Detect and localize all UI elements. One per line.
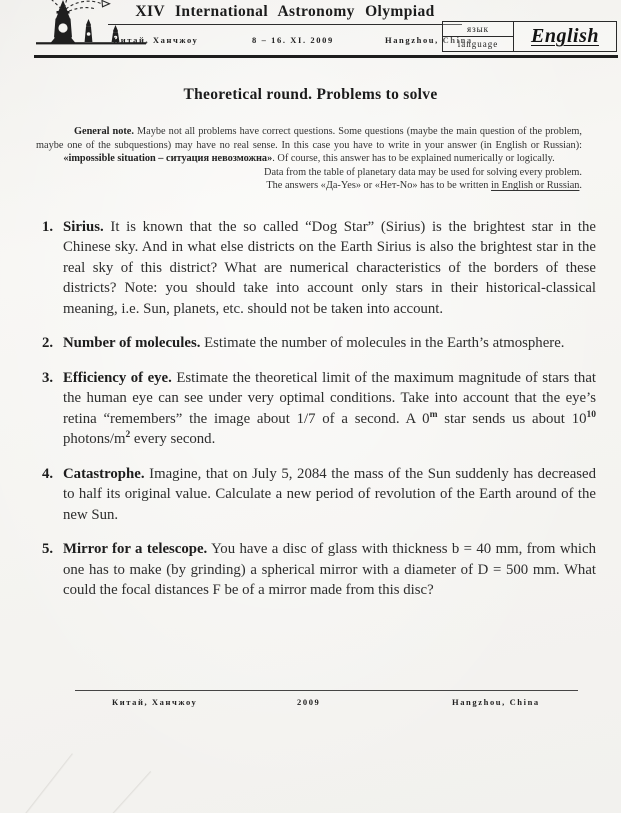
general-note-text: . Of course, this answer has to be explained numerically or logically. (272, 153, 555, 164)
problem-text: every second. (130, 431, 216, 447)
problem-title: Mirror for a telescope. (63, 541, 208, 557)
problem-text: Estimate the number of molecules in the Earth’s atmosphere. (204, 335, 565, 351)
impossible-situation-phrase: «impossible situation – ситуация невозможна» (63, 153, 273, 164)
underlined-phrase: in English or Russian (491, 180, 580, 191)
problem-number: 4. (42, 465, 54, 482)
superscript-exponent: 10 (586, 409, 596, 420)
problem-list (42, 217, 596, 601)
problem-1-sirius (42, 217, 596, 320)
language-labels (443, 22, 514, 51)
language-value: English (531, 25, 599, 47)
document-body (0, 86, 621, 615)
problem-title: Efficiency of eye. (63, 369, 172, 386)
general-note-line3 (36, 152, 582, 166)
general-note-line5 (36, 179, 582, 193)
header-venue-russian: Китай, Ханчжоу (113, 35, 199, 45)
footer-year: 2009 (297, 697, 321, 707)
general-note-label: General note. (74, 126, 134, 137)
problem-text: You have a disc of glass with thickness b = 40 mm, from which one has to make (by grinding) a spherical mirror with a diameter of D = 500 mm. What could the focal distances F be of a mirror made from this disc? (63, 541, 596, 598)
superscript-m: m (429, 409, 438, 420)
title-underline (108, 24, 462, 25)
problem-title: Catastrophe. (63, 465, 145, 482)
language-label-ru: язык (443, 22, 513, 37)
header-dates: 8 – 16. XI. 2009 (252, 35, 334, 45)
header-rule (34, 55, 618, 58)
superscript-squared: 2 (125, 430, 131, 441)
general-note-line4: Data from the table of planetary data may be used for solving every problem. (264, 166, 582, 178)
document-header (0, 0, 621, 60)
language-value-cell (514, 22, 616, 51)
problem-title: Sirius. (63, 218, 104, 235)
problem-text: Imagine, that on July 5, 2084 the mass of the Sun suddenly has decreased to half its original value. Calculate a new period of revolution of the Earth around of the new Sun. (63, 465, 597, 523)
footer-rule (75, 690, 578, 691)
round-title: Theoretical round. Problems to solve (183, 86, 438, 103)
problem-4-catastrophe (42, 464, 596, 526)
general-note-text: The answers «Да-Yes» or «Нет-No» has to be written (266, 180, 492, 191)
header-venue-english: Hangzhou, China (385, 35, 473, 45)
footer-venue-russian: Китай, Ханчжоу (112, 697, 198, 707)
problem-text: photons/m (63, 431, 126, 447)
problem-5-mirror-for-telescope (42, 539, 596, 601)
olympiad-title: XIV International Astronomy Olympiad (135, 3, 435, 20)
paper-crease (90, 771, 151, 813)
problem-number: 1. (42, 218, 54, 235)
paper-crease (4, 753, 73, 813)
general-note-text: Maybe not all problems have correct questions. Some questions (maybe the main question of the problem, (133, 126, 582, 137)
footer-venue-english: Hangzhou, China (452, 697, 540, 707)
general-note (36, 125, 582, 193)
general-note-text: . (579, 180, 582, 191)
problem-3-efficiency-of-eye (42, 368, 596, 450)
problem-text: Estimate the theoretical limit of the maximum magnitude of stars that the human eye can see under very optimal conditions. Take into account that the eye’s retina “remembers” the image about 1/7 of a second. A 0 (63, 369, 597, 427)
language-box (442, 21, 617, 52)
problem-text: star sends us about 10 (437, 410, 587, 427)
language-label-en: language (457, 39, 499, 49)
problem-2-number-of-molecules (42, 333, 596, 354)
problem-number: 5. (42, 541, 54, 557)
problem-number: 3. (42, 369, 54, 386)
general-note-line1 (36, 125, 582, 139)
problem-number: 2. (42, 335, 54, 351)
problem-text: It is known that the so called “Dog Star” (Sirius) is the brightest star in the Chinese sky. And in what else districts on the Earth Sirius is also the brightest star in the real sky of this district? What are numerical characteristics of the borders of these districts? Note: you should take into account only stars in their historical-classical meaning, i.e. Sun, planets, etc. should not be taken into account. (63, 218, 596, 317)
general-note-line2: maybe one of the subquestions) may have no real sense. In this case you have to write in your answer (in English or Russian): (36, 139, 582, 151)
problem-title: Number of molecules. (63, 335, 201, 351)
